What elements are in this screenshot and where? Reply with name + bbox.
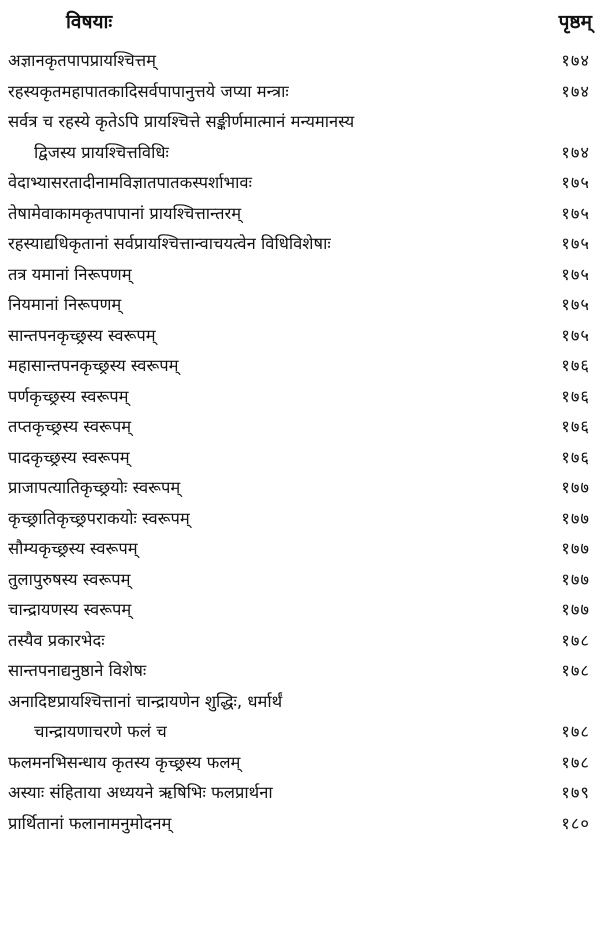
contents-list bbox=[0, 44, 600, 837]
entry-page: १७६ bbox=[561, 386, 590, 406]
contents-row bbox=[0, 197, 600, 228]
entry-title: चान्द्रायणाचरणे फलं च bbox=[34, 722, 167, 741]
contents-row bbox=[0, 532, 600, 563]
entry-title: चान्द्रायणस्य स्वरूपम् bbox=[8, 600, 132, 619]
entry-page: १८० bbox=[561, 813, 590, 833]
entry-page: १७६ bbox=[561, 447, 590, 467]
entry-title: तप्तकृच्छ्रस्य स्वरूपम् bbox=[8, 417, 132, 436]
contents-header bbox=[0, 8, 600, 40]
contents-row bbox=[0, 746, 600, 777]
entry-title: सान्तपनाद्यनुष्ठाने विशेषः bbox=[8, 661, 147, 680]
entry-title: प्राजापत्यातिकृच्छ्रयोः स्वरूपम् bbox=[8, 478, 181, 497]
entry-page: १७५ bbox=[561, 264, 590, 284]
contents-row bbox=[0, 319, 600, 350]
entry-page: १७५ bbox=[561, 173, 590, 192]
contents-row bbox=[0, 441, 600, 472]
contents-row bbox=[0, 654, 600, 685]
entry-page: १७७ bbox=[561, 600, 590, 619]
entry-title: सान्तपनकृच्छ्रस्य स्वरूपम् bbox=[8, 325, 156, 345]
entry-title: तत्र यमानां निरूपणम् bbox=[8, 264, 132, 284]
contents-row bbox=[0, 807, 600, 838]
entry-title: पादकृच्छ्रस्य स्वरूपम् bbox=[8, 447, 130, 467]
contents-row bbox=[0, 502, 600, 533]
entry-title: अनादिष्टप्रायश्चित्तानां चान्द्रायणेन शुद्धिः, धर्मार्थं bbox=[8, 691, 283, 711]
contents-row bbox=[0, 136, 600, 167]
entry-title: अस्याः संहिताया अध्ययने ऋषिभिः फलप्रार्थना bbox=[8, 783, 273, 802]
entry-page: १७४ bbox=[561, 81, 590, 101]
entry-page: १७८ bbox=[561, 661, 590, 680]
entry-page: १७६ bbox=[561, 356, 590, 375]
entry-title: पर्णकृच्छ्रस्य स्वरूपम् bbox=[8, 386, 129, 406]
entry-page: १७८ bbox=[561, 630, 590, 650]
entry-title: तेषामेवाकामकृतपापानां प्रायश्चित्तान्तरम् bbox=[8, 203, 242, 223]
entry-title: वेदाभ्यासरतादीनामविज्ञातपातकस्पर्शाभावः bbox=[8, 173, 252, 192]
contents-row bbox=[0, 410, 600, 441]
header-topics-label: विषयाः bbox=[66, 11, 113, 33]
entry-page: १७४ bbox=[561, 142, 590, 162]
entry-page: १७६ bbox=[561, 417, 590, 436]
entry-title: फलमनभिसन्धाय कृतस्य कृच्छ्रस्य फलम् bbox=[8, 752, 241, 772]
contents-row bbox=[0, 471, 600, 502]
entry-page: १७७ bbox=[561, 478, 590, 497]
entry-title: द्विजस्य प्रायश्चित्तविधिः bbox=[34, 142, 169, 162]
contents-row bbox=[0, 227, 600, 258]
entry-title: तुलापुरुषस्य स्वरूपम् bbox=[8, 569, 131, 589]
entry-page: १७८ bbox=[561, 722, 590, 741]
contents-row bbox=[0, 624, 600, 655]
entry-title: सर्वत्र च रहस्ये कृतेऽपि प्रायश्चित्ते सङ्कीर्णमात्मानं मन्यमानस्य bbox=[8, 112, 355, 131]
entry-page: १७७ bbox=[561, 508, 590, 528]
contents-row bbox=[0, 349, 600, 380]
contents-row bbox=[0, 288, 600, 319]
entry-title: तस्यैव प्रकारभेदः bbox=[8, 630, 105, 650]
entry-page: १७८ bbox=[561, 752, 590, 772]
entry-page: १७५ bbox=[561, 203, 590, 223]
contents-row bbox=[0, 685, 600, 716]
entry-page: १७५ bbox=[561, 325, 590, 345]
contents-row bbox=[0, 258, 600, 289]
entry-title: महासान्तपनकृच्छ्रस्य स्वरूपम् bbox=[8, 356, 179, 375]
contents-row bbox=[0, 563, 600, 594]
entry-title: नियमानां निरूपणम् bbox=[8, 295, 122, 314]
header-page-label: पृष्ठम् bbox=[558, 11, 592, 33]
contents-row bbox=[0, 44, 600, 75]
contents-row bbox=[0, 380, 600, 411]
entry-title: प्रार्थितानां फलानामनुमोदनम् bbox=[8, 813, 172, 833]
entry-title: रहस्याद्यधिकृतानां सर्वप्रायश्चित्तान्वाचयत्वेन विधिविशेषाः bbox=[8, 234, 331, 253]
contents-row bbox=[0, 105, 600, 136]
entry-title: अज्ञानकृतपापप्रायश्चित्तम् bbox=[8, 51, 156, 70]
entry-title: सौम्यकृच्छ्रस्य स्वरूपम् bbox=[8, 539, 138, 558]
entry-title: रहस्यकृतमहापातकादिसर्वपापानुत्तये जप्या मन्त्राः bbox=[8, 81, 289, 101]
entry-page: १७७ bbox=[561, 539, 590, 558]
contents-row bbox=[0, 593, 600, 624]
contents-row bbox=[0, 166, 600, 197]
entry-page: १७९ bbox=[561, 783, 590, 802]
entry-page: १७४ bbox=[561, 51, 590, 70]
entry-page: १७५ bbox=[561, 234, 590, 253]
entry-page: १७५ bbox=[561, 295, 590, 314]
contents-row bbox=[0, 715, 600, 746]
entry-page: १७७ bbox=[561, 569, 590, 589]
contents-row bbox=[0, 75, 600, 106]
contents-row bbox=[0, 776, 600, 807]
entry-title: कृच्छ्रातिकृच्छ्रपराकयोः स्वरूपम् bbox=[8, 508, 190, 528]
